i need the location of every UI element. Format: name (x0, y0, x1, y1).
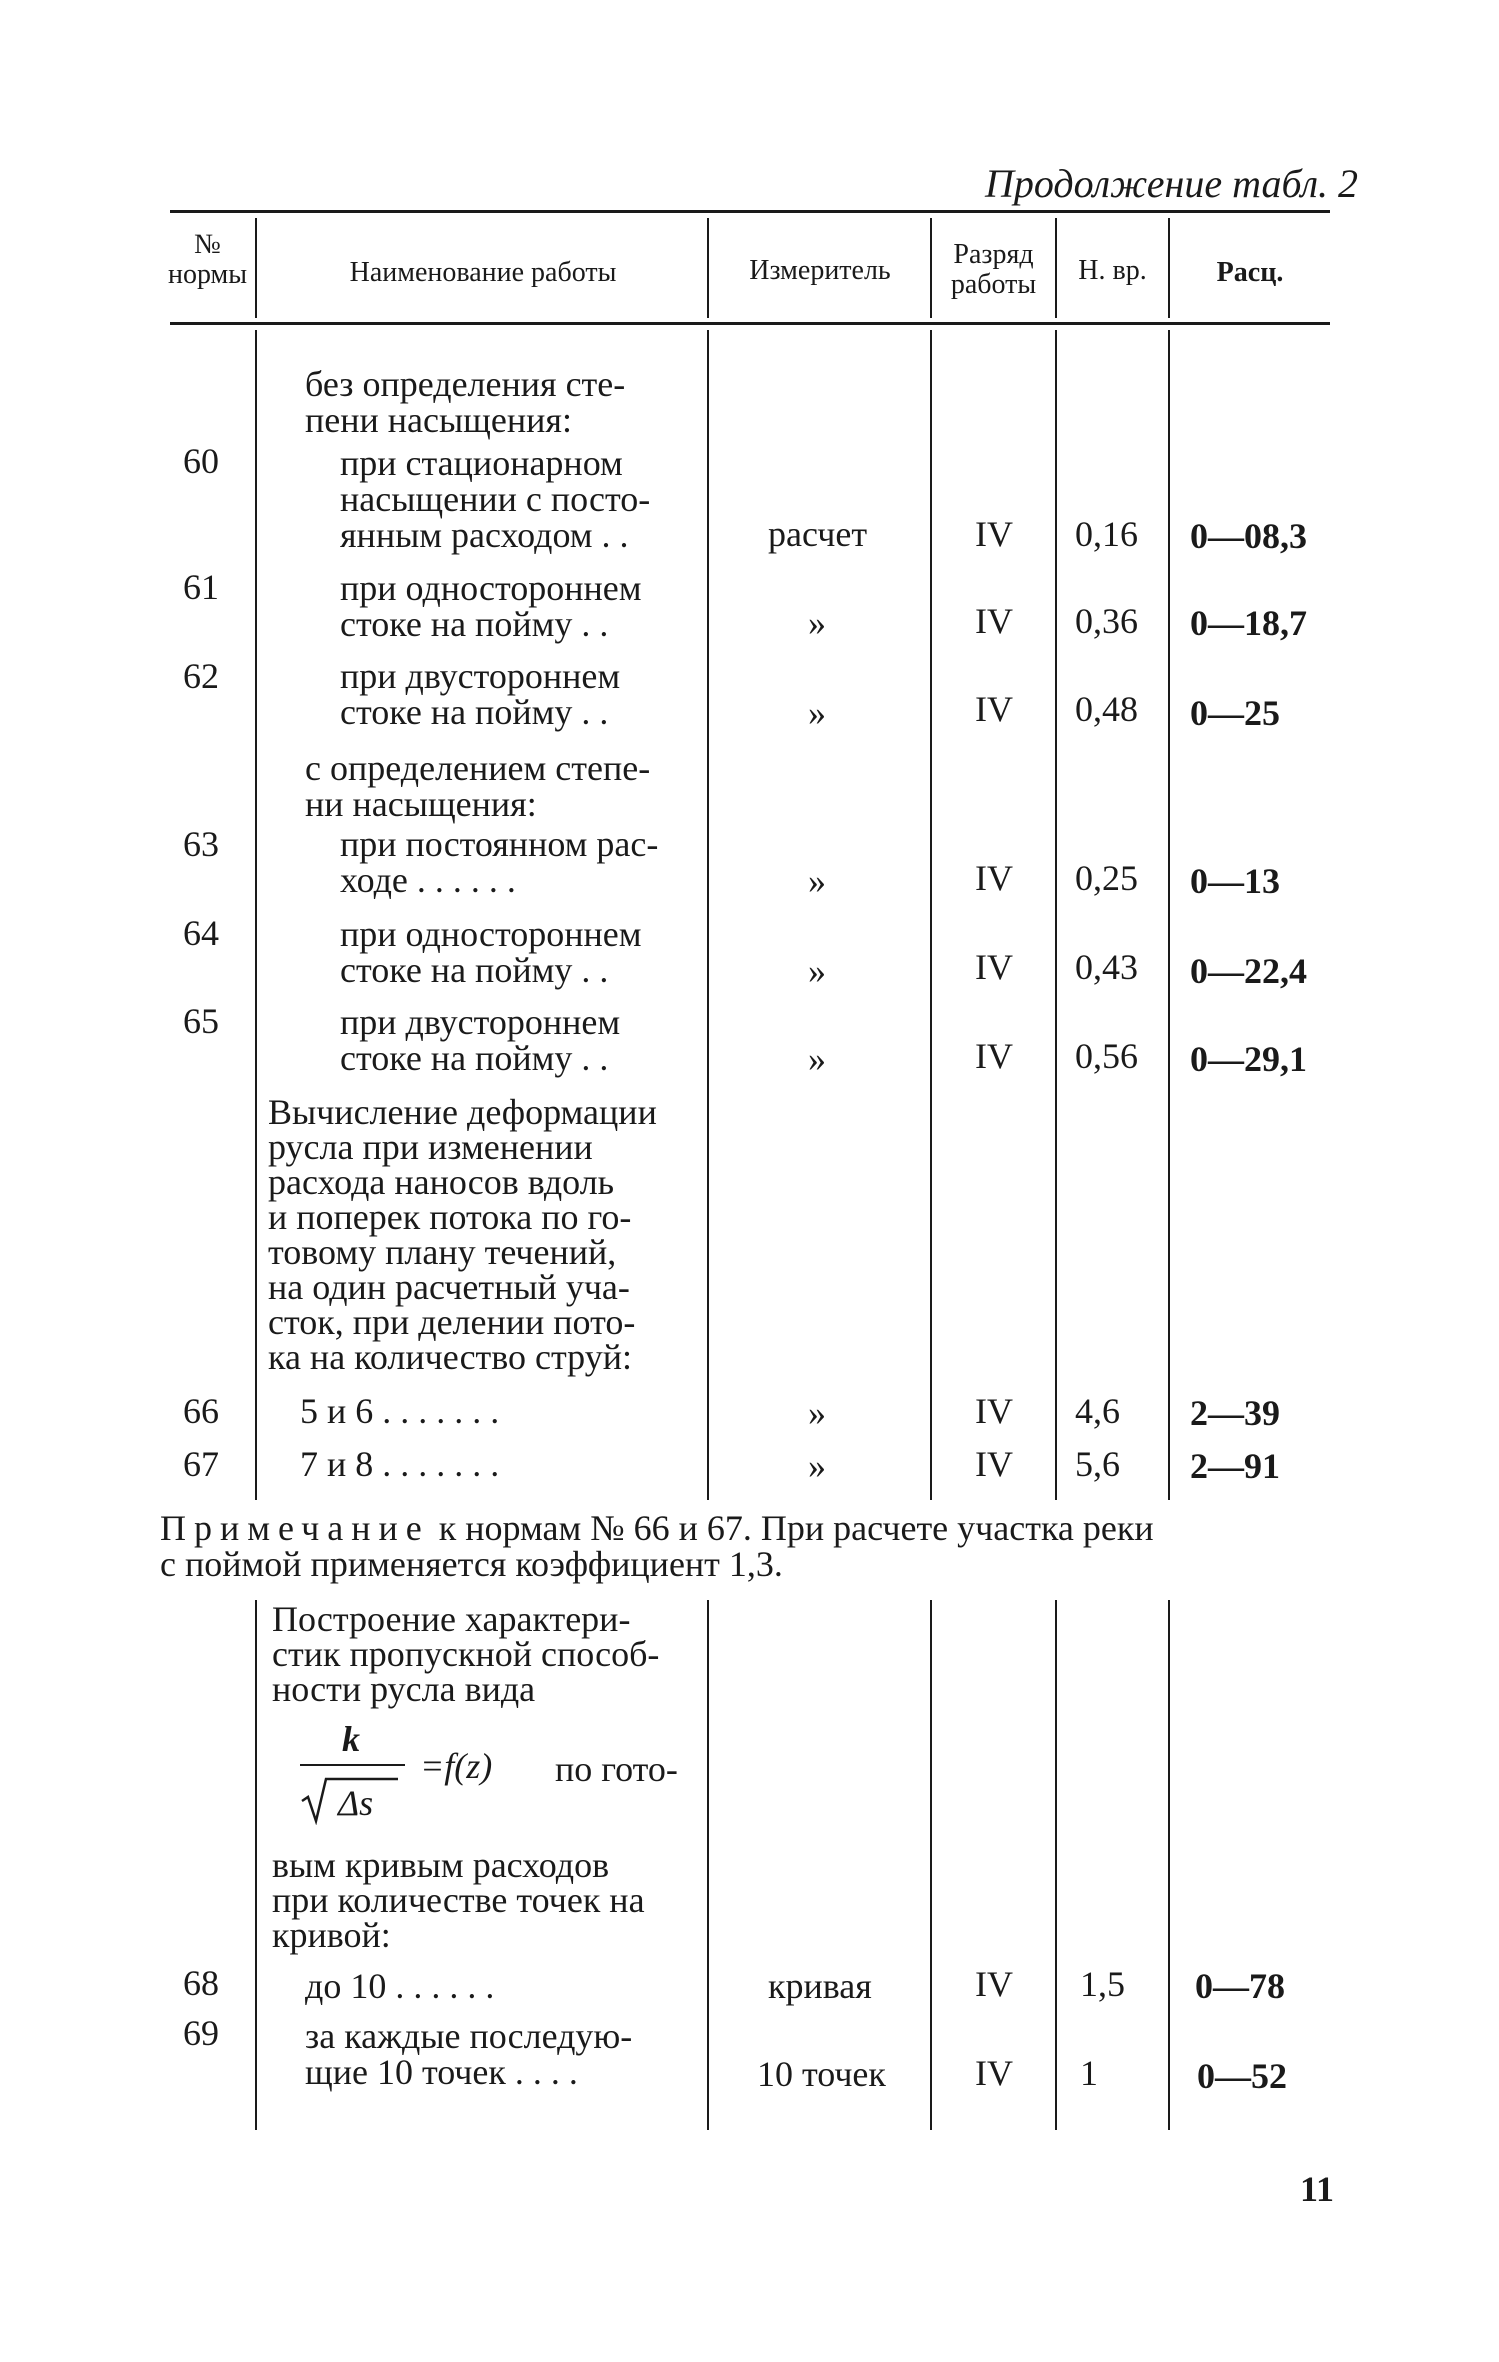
rate-cell: 0—25 (1190, 693, 1280, 733)
table-row: 68 (183, 1963, 219, 2003)
header-bottom-rule (170, 322, 1330, 325)
rate-cell: 0—29,1 (1190, 1039, 1307, 1079)
time-cell: 0,56 (1075, 1036, 1138, 1076)
formula-denominator: Δs (338, 1783, 374, 1823)
grade-cell: IV (975, 1391, 1013, 1431)
table2-divider (707, 1600, 709, 2130)
grade-cell: IV (975, 514, 1013, 554)
fraction-bar (300, 1764, 405, 1766)
table-row: 64 (183, 913, 219, 953)
unit-cell: расчет (768, 514, 868, 554)
unit-cell: кривая (768, 1966, 872, 2006)
work-name: при постоянном рас- ходе . . . . . . (340, 824, 659, 900)
work-name: до 10 . . . . . . (305, 1966, 495, 2006)
header-divider (255, 218, 257, 318)
unit-cell: » (808, 861, 826, 901)
table2-divider (1055, 1600, 1057, 2130)
table-row: 66 (183, 1391, 219, 1431)
grade-cell: IV (975, 1036, 1013, 1076)
header-time: Н. вр. (1078, 255, 1147, 286)
table1-divider (707, 330, 709, 1500)
unit-cell: 10 точек (757, 2054, 886, 2094)
work-name: 7 и 8 . . . . . . . (300, 1444, 500, 1484)
time-cell: 4,6 (1075, 1391, 1120, 1431)
header-top-rule (170, 210, 1330, 213)
time-cell: 0,16 (1075, 514, 1138, 554)
unit-cell: » (808, 951, 826, 991)
formula-tail: по гото- (555, 1749, 678, 1789)
footnote-lead: Примечание (160, 1508, 430, 1548)
footnote-text: к нормам № 66 и 67. При расчете участка реки (429, 1508, 1154, 1548)
table-row: 69 (183, 2013, 219, 2053)
grade-cell: IV (975, 1964, 1013, 2004)
unit-cell: » (808, 1446, 826, 1486)
time-cell: 0,43 (1075, 947, 1138, 987)
table-row: 67 (183, 1444, 219, 1484)
table-row: 60 (183, 441, 219, 481)
grade-cell: IV (975, 947, 1013, 987)
grade-cell: IV (975, 601, 1013, 641)
time-cell: 0,48 (1075, 689, 1138, 729)
table-row: 65 (183, 1001, 219, 1041)
formula-numerator: k (342, 1719, 360, 1759)
group-heading: с определением степе- ни насыщения: (305, 748, 651, 824)
grade-cell: IV (975, 2053, 1013, 2093)
group-heading: без определения сте- пени насыщения: (305, 364, 626, 440)
time-cell: 1 (1080, 2053, 1098, 2093)
rate-cell: 0—52 (1197, 2056, 1287, 2096)
time-cell: 0,25 (1075, 858, 1138, 898)
work-name: при двустороннем стоке на пойму . . (340, 656, 621, 732)
table-row: 63 (183, 824, 219, 864)
header-norm-no: № нормы (167, 229, 248, 290)
time-cell: 0,36 (1075, 601, 1138, 641)
work-name: при двустороннем стоке на пойму . . (340, 1002, 621, 1078)
table1-divider (930, 330, 932, 1500)
table-row: 61 (183, 567, 219, 607)
work-name: при одностороннем стоке на пойму . . (340, 568, 642, 644)
formula-rhs: =f(z) (420, 1746, 493, 1786)
work-name: за каждые последую- щие 10 точек . . . . (305, 2016, 633, 2092)
header-unit: Измеритель (749, 255, 891, 286)
unit-cell: » (808, 1039, 826, 1079)
work-name: 5 и 6 . . . . . . . (300, 1391, 500, 1431)
rate-cell: 0—08,3 (1190, 516, 1307, 556)
table1-divider (255, 330, 257, 1500)
rate-cell: 2—91 (1190, 1446, 1280, 1486)
table2-divider (255, 1600, 257, 2130)
header-grade: Разряд работы (950, 239, 1037, 300)
table2-divider (930, 1600, 932, 2130)
table-row: 62 (183, 656, 219, 696)
group-heading: Вычисление деформации русла при изменении расхода наносов вдоль и поперек потока по го- товому плану течений, на один расчетный уча- сток, при делении пото- ка на количество струй: (268, 1092, 657, 1377)
table1-divider (1055, 330, 1057, 1500)
unit-cell: » (808, 1393, 826, 1433)
table1-divider (1168, 330, 1170, 1500)
rate-cell: 0—78 (1195, 1966, 1285, 2006)
header-work-name: Наименование работы (349, 257, 617, 288)
rate-cell: 0—22,4 (1190, 951, 1307, 991)
unit-cell: » (808, 693, 826, 733)
group-heading: вым кривым расходов при количестве точек на кривой: (272, 1845, 645, 1955)
work-name: при одностороннем стоке на пойму . . (340, 914, 642, 990)
page-number: 11 (1300, 2169, 1335, 2209)
rate-cell: 0—18,7 (1190, 603, 1307, 643)
grade-cell: IV (975, 1444, 1013, 1484)
rate-cell: 2—39 (1190, 1393, 1280, 1433)
grade-cell: IV (975, 858, 1013, 898)
time-cell: 1,5 (1080, 1964, 1125, 2004)
footnote-text: с поймой применяется коэффициент 1,3. (160, 1544, 783, 1584)
work-name: при стационарном насыщении с посто- янным расходом . . (340, 443, 651, 555)
unit-cell: » (808, 603, 826, 643)
footnote (160, 1510, 1154, 1582)
rate-cell: 0—13 (1190, 861, 1280, 901)
header-rate: Расц. (1216, 257, 1284, 288)
table2-divider (1168, 1600, 1170, 2130)
time-cell: 5,6 (1075, 1444, 1120, 1484)
table-caption: Продолжение табл. 2 (985, 161, 1359, 206)
group-heading: Построение характери- стик пропускной способ- ности русла вида (272, 1599, 660, 1709)
grade-cell: IV (975, 689, 1013, 729)
